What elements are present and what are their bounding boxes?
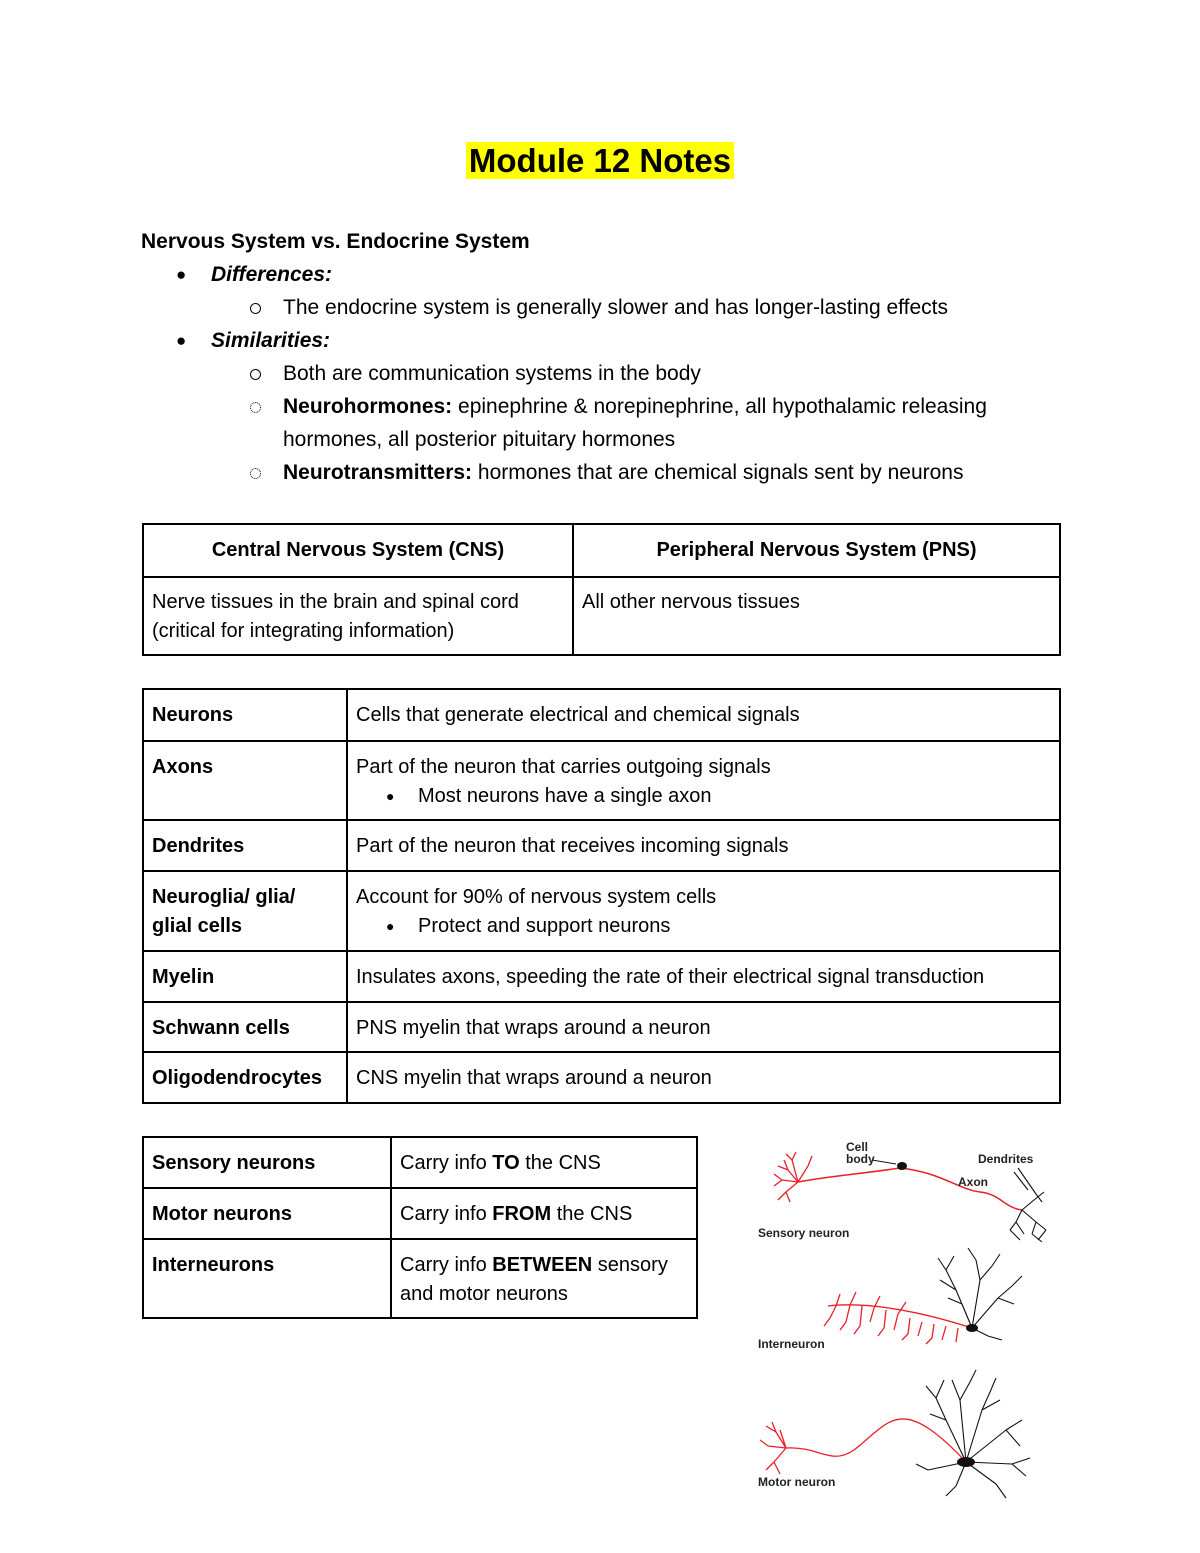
- table-row: [143, 689, 1060, 741]
- interneuron-axon-branches: [824, 1292, 972, 1344]
- definition-cell: [347, 871, 1060, 951]
- interneuron-dendrites: [938, 1248, 1022, 1340]
- differences-label: Differences:: [211, 263, 332, 286]
- definition-text: Part of the neuron that carries outgoing signals: [356, 756, 771, 778]
- definition-cell: PNS myelin that wraps around a neuron: [347, 1002, 1060, 1052]
- table-row: [143, 1188, 697, 1239]
- page-title: Module 12 Notes: [466, 142, 734, 179]
- sensory-terminal: [1010, 1168, 1046, 1242]
- neuron-types-figure: [750, 1130, 1070, 1500]
- definition-cell: [391, 1239, 697, 1318]
- definition-cell: Insulates axons, speeding the rate of their electrical signal transduction: [347, 951, 1060, 1002]
- table-row: [143, 1002, 1060, 1052]
- def-text: the CNS: [519, 1152, 601, 1174]
- circle-bullet: [250, 303, 261, 314]
- dotted-circle-bullet: [250, 468, 261, 479]
- neurotransmitters-term: Neurotransmitters:: [283, 461, 473, 484]
- term-cell: [143, 871, 347, 951]
- term-text: Neuroglia/ glia/: [152, 886, 296, 908]
- motor-dendrites: [916, 1370, 1030, 1498]
- term-cell: Schwann cells: [143, 1002, 347, 1052]
- definition-text: [400, 1251, 688, 1280]
- cns-cell: [143, 577, 573, 655]
- cell-body-dot: [897, 1162, 907, 1170]
- sensory-dendrites: [774, 1152, 812, 1202]
- table-header-row: [143, 524, 1060, 577]
- def-emphasis: FROM: [492, 1203, 552, 1225]
- term-cell: Dendrites: [143, 820, 347, 871]
- table-row: [143, 1239, 697, 1318]
- def-emphasis: TO: [492, 1152, 520, 1174]
- definition-bullets: [356, 782, 1051, 811]
- sensory-neuron-illustration: [758, 1140, 1046, 1242]
- cns-description: Nerve tissues in the brain and spinal cord: [152, 591, 519, 613]
- interneuron-illustration: [758, 1248, 1022, 1351]
- bullet-dot: ●: [176, 331, 187, 350]
- table-row: [143, 871, 1060, 951]
- term-cell: Myelin: [143, 951, 347, 1002]
- bullet-dot: ●: [176, 265, 187, 284]
- definition-cell: Cells that generate electrical and chemical signals: [347, 689, 1060, 741]
- def-text: sensory: [592, 1254, 668, 1276]
- difference-item: The endocrine system is generally slower and has longer-lasting effects: [283, 296, 948, 319]
- table-row: [143, 1052, 1060, 1103]
- neurotransmitters-text: hormones that are chemical signals sent by neurons: [477, 461, 964, 484]
- cell-body-label-cont: body: [846, 1152, 875, 1166]
- table-row: [143, 741, 1060, 820]
- term-cell: Neurons: [143, 689, 347, 741]
- neurohormones-item: [283, 390, 987, 423]
- dotted-circle-bullet: [250, 402, 261, 413]
- neurohormones-term: Neurohormones:: [283, 395, 453, 418]
- similarity-item: Both are communication systems in the body: [283, 362, 701, 385]
- neurohormones-text-cont: hormones, all posterior pituitary hormones: [283, 428, 676, 451]
- def-text: Carry info: [400, 1203, 493, 1225]
- list-item: ● Protect and support neurons: [418, 912, 1051, 941]
- neurohormones-text: epinephrine & norepinephrine, all hypothalamic releasing: [458, 395, 987, 418]
- definition-text-cont: and motor neurons: [400, 1283, 568, 1305]
- list-item: ● Most neurons have a single axon: [418, 782, 1051, 811]
- definition-bullets: [356, 912, 1051, 941]
- cns-header: Central Nervous System (CNS): [143, 524, 573, 577]
- pns-cell: All other nervous tissues: [573, 577, 1060, 655]
- term-cell: Axons: [143, 741, 347, 820]
- term-cell: Sensory neurons: [143, 1137, 391, 1188]
- terms-table: [142, 688, 1061, 1104]
- section-heading: Nervous System vs. Endocrine System: [141, 230, 530, 253]
- dendrites-label: Dendrites: [978, 1152, 1034, 1166]
- interneuron-caption: Interneuron: [758, 1337, 825, 1351]
- cell-body-label: Cell: [846, 1140, 869, 1154]
- term-text-cont: glial cells: [152, 915, 243, 937]
- term-cell: Motor neurons: [143, 1188, 391, 1239]
- cns-pns-table: [142, 523, 1061, 656]
- motor-neuron-illustration: [758, 1370, 1030, 1498]
- similarities-label: Similarities:: [211, 329, 331, 352]
- neuron-types-table: [142, 1136, 698, 1319]
- pns-header: Peripheral Nervous System (PNS): [573, 524, 1060, 577]
- axon-label: Axon: [958, 1175, 988, 1189]
- table-row: [143, 951, 1060, 1002]
- definition-cell: [391, 1137, 697, 1188]
- definition-cell: [347, 741, 1060, 820]
- term-cell: Oligodendrocytes: [143, 1052, 347, 1103]
- cns-description-cont: (critical for integrating information): [152, 620, 455, 642]
- definition-cell: Part of the neuron that receives incoming signals: [347, 820, 1060, 871]
- def-emphasis: BETWEEN: [492, 1254, 593, 1276]
- motor-neuron-caption: Motor neuron: [758, 1475, 836, 1489]
- cell-body-pointer: [872, 1160, 896, 1164]
- table-row: [143, 820, 1060, 871]
- table-row: [143, 1137, 697, 1188]
- term-cell: Interneurons: [143, 1239, 391, 1318]
- motor-axon: [760, 1419, 966, 1474]
- def-text: the CNS: [551, 1203, 633, 1225]
- page-title-container: [0, 138, 1200, 184]
- def-text: Carry info: [400, 1152, 493, 1174]
- neurotransmitters-item: [283, 456, 964, 489]
- sensory-neuron-caption: Sensory neuron: [758, 1226, 850, 1240]
- definition-text: Account for 90% of nervous system cells: [356, 886, 717, 908]
- def-text: Carry info: [400, 1254, 493, 1276]
- table-row: [143, 577, 1060, 655]
- definition-cell: [391, 1188, 697, 1239]
- circle-bullet: [250, 369, 261, 380]
- definition-cell: CNS myelin that wraps around a neuron: [347, 1052, 1060, 1103]
